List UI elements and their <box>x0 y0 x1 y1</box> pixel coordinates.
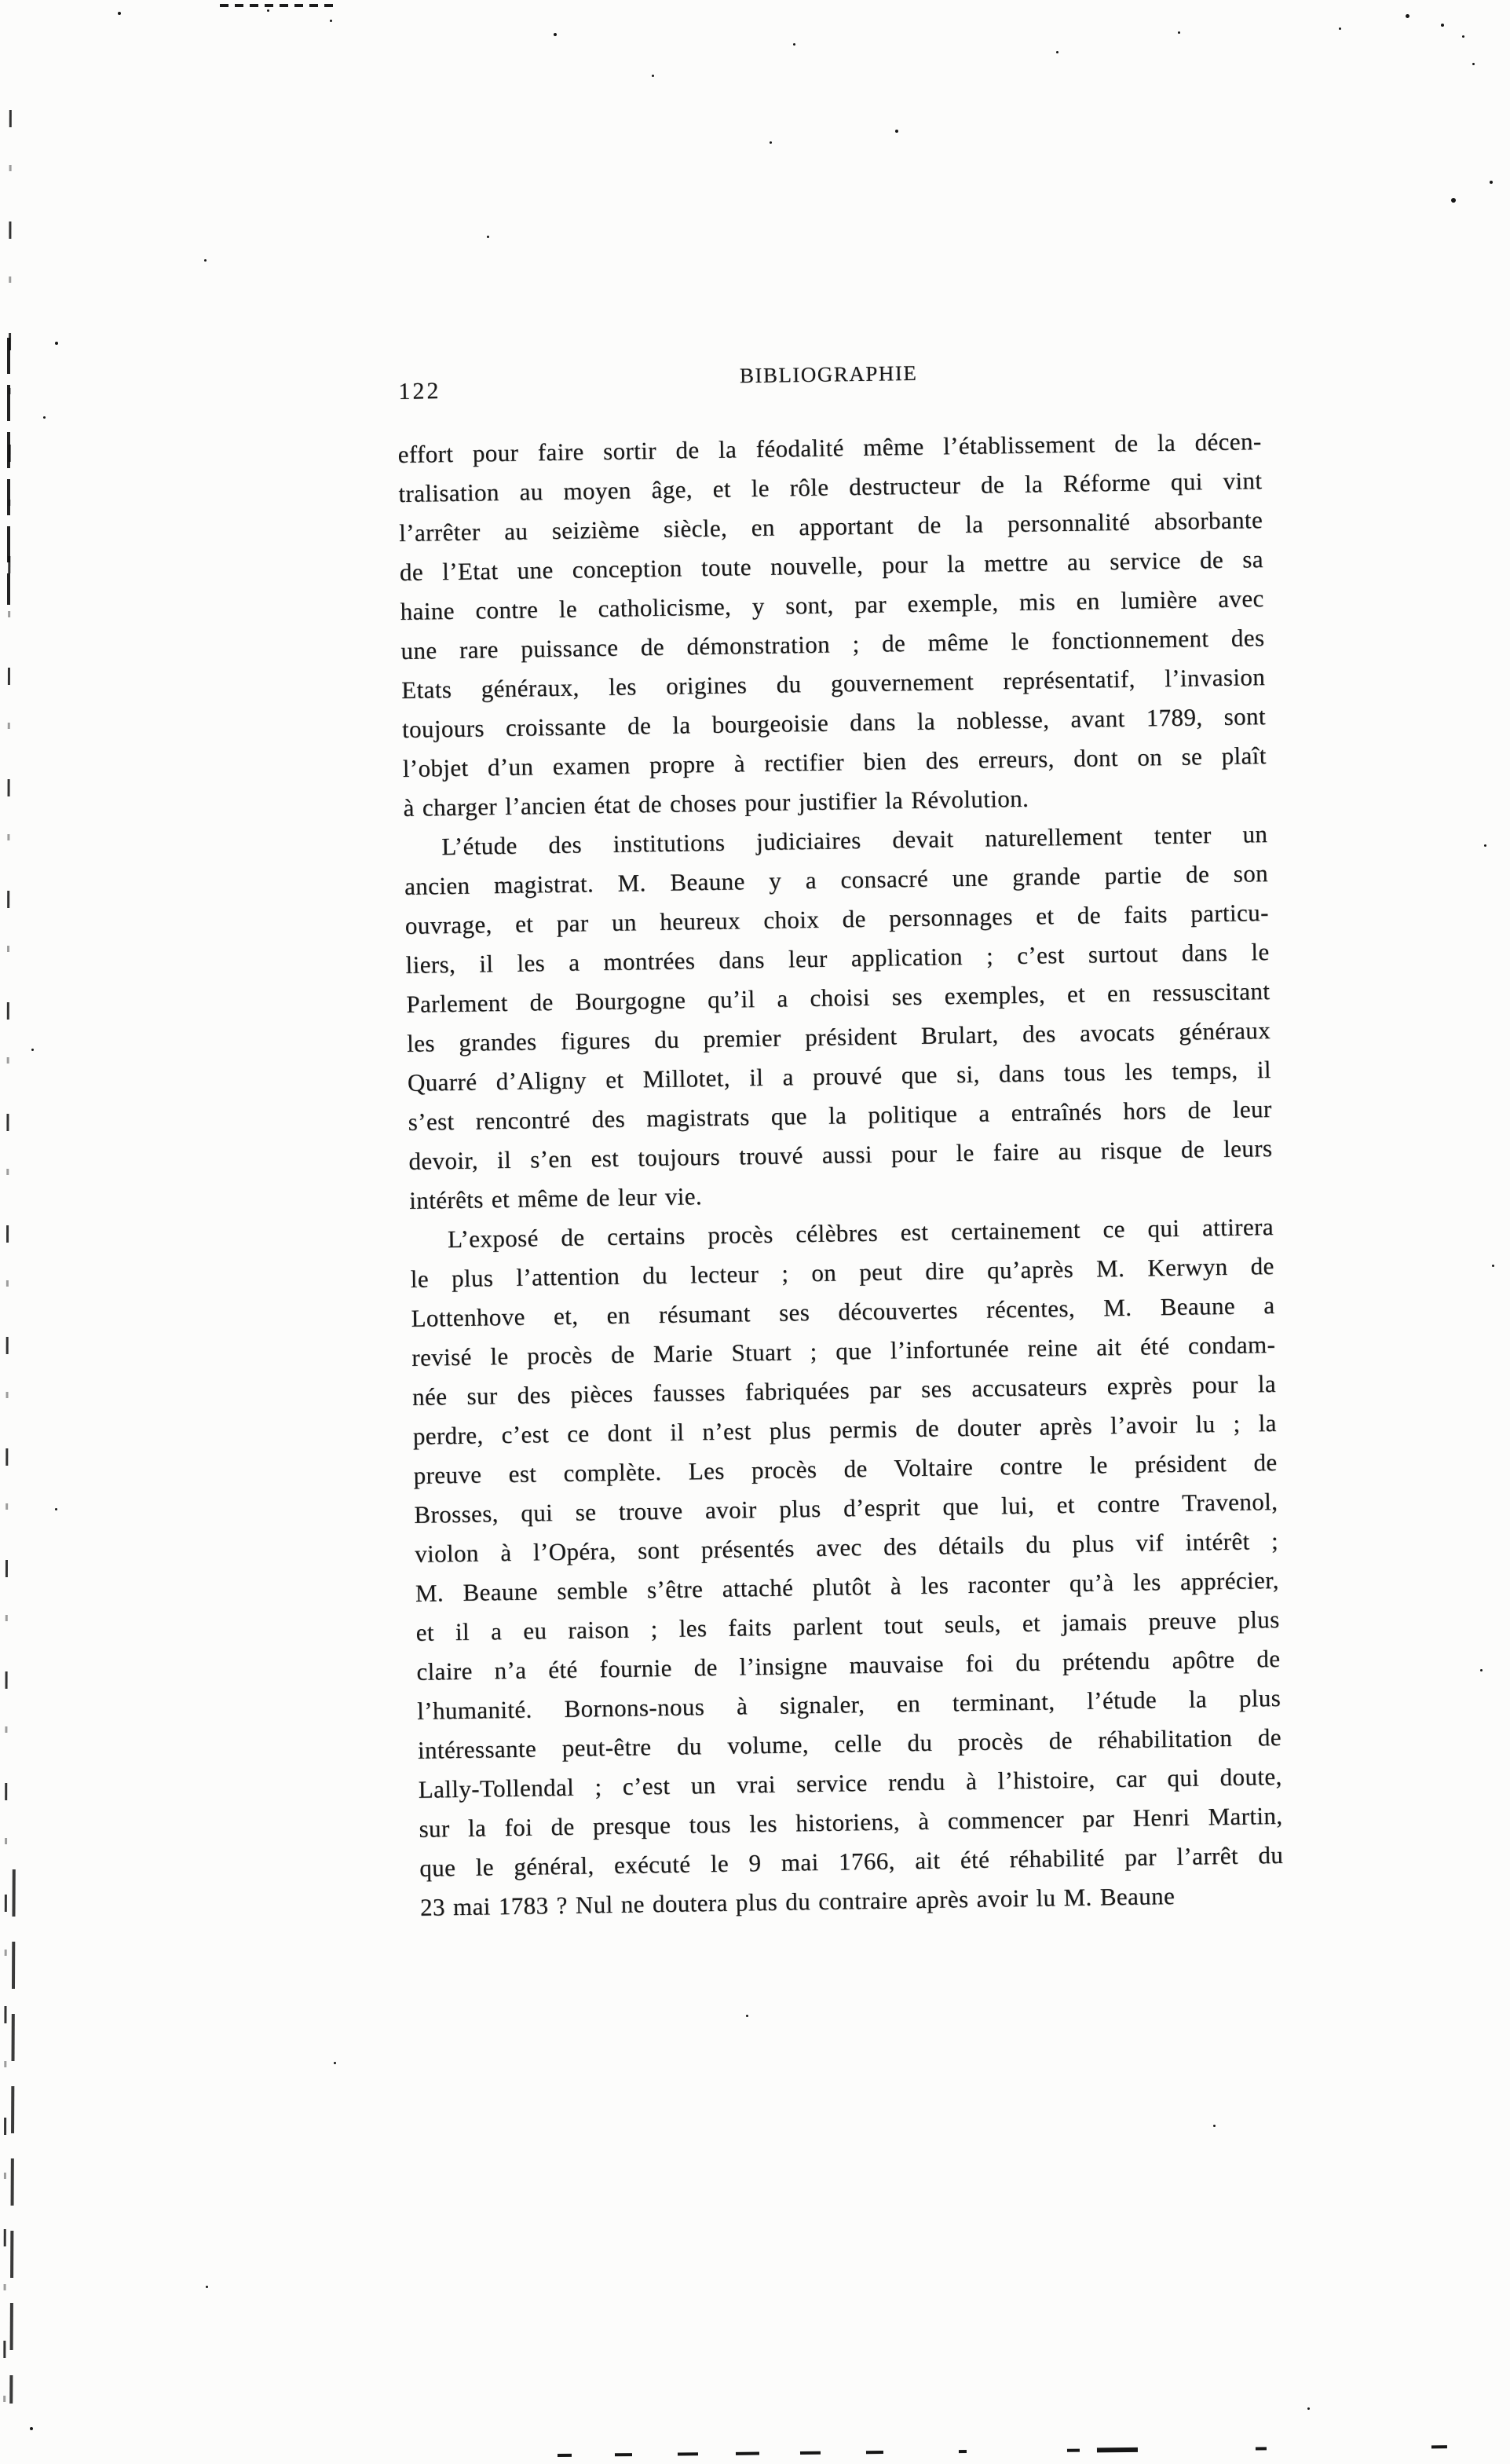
noise-speck <box>793 43 795 46</box>
text-line: ancien magistrat. M. Beaune y a consacré une grande partie de son <box>404 859 1269 900</box>
text-line: 23 mai 1783 ? Nul ne doutera plus du contraire après avoir lu M. Beaune <box>419 1882 1175 1921</box>
page-number: 122 <box>398 378 441 405</box>
running-head: BIBLIOGRAPHIE <box>739 361 918 388</box>
text-line: intérêts et même de leur vie. <box>408 1182 703 1214</box>
noise-speck <box>55 1508 57 1510</box>
text-line: violon à l’Opéra, sont présentés avec des détails du plus vif intérêt ; <box>414 1526 1279 1568</box>
noise-speck <box>30 2427 33 2430</box>
text-line: de l’Etat une conception toute nouvelle, pour la mettre au service de sa <box>399 545 1264 586</box>
paragraph <box>404 815 1274 1221</box>
text-line: revisé le procès de Marie Stuart ; que l’infortunée reine ait été condam- <box>411 1330 1276 1371</box>
text-line: effort pour faire sortir de la féodalité même l’établissement de la décen- <box>397 427 1262 468</box>
text-line: Lally-Tollendal ; c’est un vrai service rendu à l’histoire, car qui doute, <box>418 1762 1282 1803</box>
dash-mark <box>800 2451 821 2455</box>
text-line: tralisation au moyen âge, et le rôle destructeur de la Réforme qui vint <box>398 467 1263 507</box>
text-line: claire n’a été fournie de l’insigne mauvaise foi du prétendu apôtre de <box>416 1644 1281 1686</box>
noise-speck <box>55 342 58 345</box>
noise-speck <box>1406 14 1409 18</box>
noise-speck <box>1056 51 1058 53</box>
dash-mark <box>615 2453 632 2456</box>
text-line: sur la foi de presque tous les historiens, à commencer par Henri Martin, <box>419 1801 1283 1843</box>
paragraph <box>397 422 1267 828</box>
bottom-edge-dashes <box>558 2444 1492 2459</box>
noise-speck <box>1472 63 1475 65</box>
noise-speck <box>1178 31 1180 34</box>
paragraph <box>410 1207 1285 1928</box>
text-line: haine contre le catholicisme, y sont, par exemple, mis en lumière avec <box>400 584 1264 625</box>
text-line: intéressante peut-être du volume, celle du procès de réhabilitation de <box>417 1723 1282 1764</box>
dash-mark <box>1431 2445 1447 2448</box>
page-header <box>397 356 1261 415</box>
left-margin-fold-line-segment <box>9 1869 16 2404</box>
text-line: preuve est complète. Les procès de Voltaire contre le président de <box>413 1448 1278 1489</box>
text-line: le plus l’attention du lecteur ; on peut dire qu’après M. Kerwyn de <box>410 1251 1274 1293</box>
noise-speck <box>1307 2407 1310 2410</box>
noise-speck <box>1213 2125 1216 2127</box>
left-margin-fold-line-segment <box>7 338 10 605</box>
text-line: s’est rencontré des magistrats que la politique a entraînés hors de leur <box>408 1094 1272 1136</box>
noise-speck <box>267 9 269 12</box>
noise-speck <box>1339 27 1341 30</box>
noise-speck <box>43 416 46 419</box>
dash-mark <box>866 2451 883 2454</box>
noise-speck <box>1480 1669 1483 1671</box>
dash-mark <box>1256 2447 1267 2450</box>
text-line: perdre, c’est ce dont il n’est plus permis de douter après l’avoir lu ; la <box>412 1408 1278 1450</box>
text-line: l’humanité. Bornons-nous à signaler, en terminant, l’étude la plus <box>416 1683 1281 1725</box>
text-line: et il a eu raison ; les faits parlent tout seuls, et jamais preuve plus <box>415 1605 1280 1646</box>
text-line: Parlement de Bourgogne qu’il a choisi ses exemples, et en ressuscitant <box>406 977 1271 1018</box>
dash-mark <box>1097 2448 1138 2452</box>
text-line: toujours croissante de la bourgeoisie dans la noblesse, avant 1789, sont <box>401 702 1267 743</box>
noise-speck <box>330 20 332 22</box>
noise-speck <box>1451 198 1456 203</box>
noise-speck <box>1492 1265 1494 1267</box>
noise-speck <box>334 2062 336 2064</box>
text-line: née sur des pièces fausses fabriquées par ses accusateurs exprès pour la <box>411 1369 1277 1411</box>
text-line: Etats généraux, les origines du gouvernement représentatif, l’invasion <box>401 663 1266 704</box>
dash-mark <box>959 2450 967 2453</box>
noise-speck <box>204 259 207 262</box>
dash-mark <box>678 2452 698 2455</box>
page-content <box>397 356 1284 1928</box>
noise-speck <box>1484 844 1486 847</box>
dash-mark <box>736 2452 759 2455</box>
noise-speck <box>554 33 557 36</box>
text-line: l’objet d’un examen propre à rectifier bien des erreurs, dont on se plaît <box>402 741 1267 782</box>
noise-speck <box>118 12 121 15</box>
text-line: L’étude des institutions judiciaires devait naturellement tenter un <box>441 820 1268 861</box>
noise-speck <box>487 236 489 238</box>
noise-speck <box>895 130 898 133</box>
noise-speck <box>206 2286 208 2288</box>
text-line: que le général, exécuté le 9 mai 1766, ait été réhabilité par l’arrêt du <box>419 1840 1284 1882</box>
text-line: Lottenhove et, en résumant ses découvertes récentes, M. Beaune a <box>411 1291 1275 1332</box>
dash-mark <box>1067 2449 1080 2452</box>
text-line: les grandes figures du premier président Brulart, des avocats généraux <box>406 1016 1271 1057</box>
noise-speck <box>31 1049 34 1051</box>
noise-speck <box>1462 35 1464 38</box>
dash-mark <box>558 2454 572 2457</box>
body-text <box>397 422 1284 1928</box>
text-line: liers, il les a montrées dans leur application ; c’est surtout dans le <box>405 938 1270 979</box>
noise-speck <box>746 2015 748 2017</box>
text-line: l’arrêter au seizième siècle, en apportant de la personnalité absorbante <box>398 506 1263 547</box>
text-line: à charger l’ancien état de choses pour justifier la Révolution. <box>403 784 1029 822</box>
text-line: Quarré d’Aligny et Millotet, il a prouvé que si, dans tous les temps, il <box>407 1056 1272 1097</box>
text-line: devoir, il s’en est toujours trouvé aussi pour le faire au risque de leurs <box>408 1133 1273 1175</box>
text-line: ouvrage, et par un heureux choix de personnages et de faits particu- <box>404 899 1270 939</box>
noise-speck <box>652 75 654 77</box>
noise-speck <box>1441 24 1444 27</box>
text-line: Brosses, qui se trouve avoir plus d’esprit que lui, et contre Travenol, <box>414 1487 1278 1529</box>
text-line: L’exposé de certains procès célèbres est certainement ce qui attirera <box>447 1212 1274 1254</box>
top-edge-dashes <box>220 4 338 7</box>
noise-speck <box>770 141 772 144</box>
text-line: une rare puissance de démonstration ; de même le fonctionnement des <box>400 624 1265 665</box>
noise-speck <box>1490 181 1493 184</box>
text-line: M. Beaune semble s’être attaché plutôt à les raconter qu’à les apprécier, <box>415 1565 1280 1607</box>
